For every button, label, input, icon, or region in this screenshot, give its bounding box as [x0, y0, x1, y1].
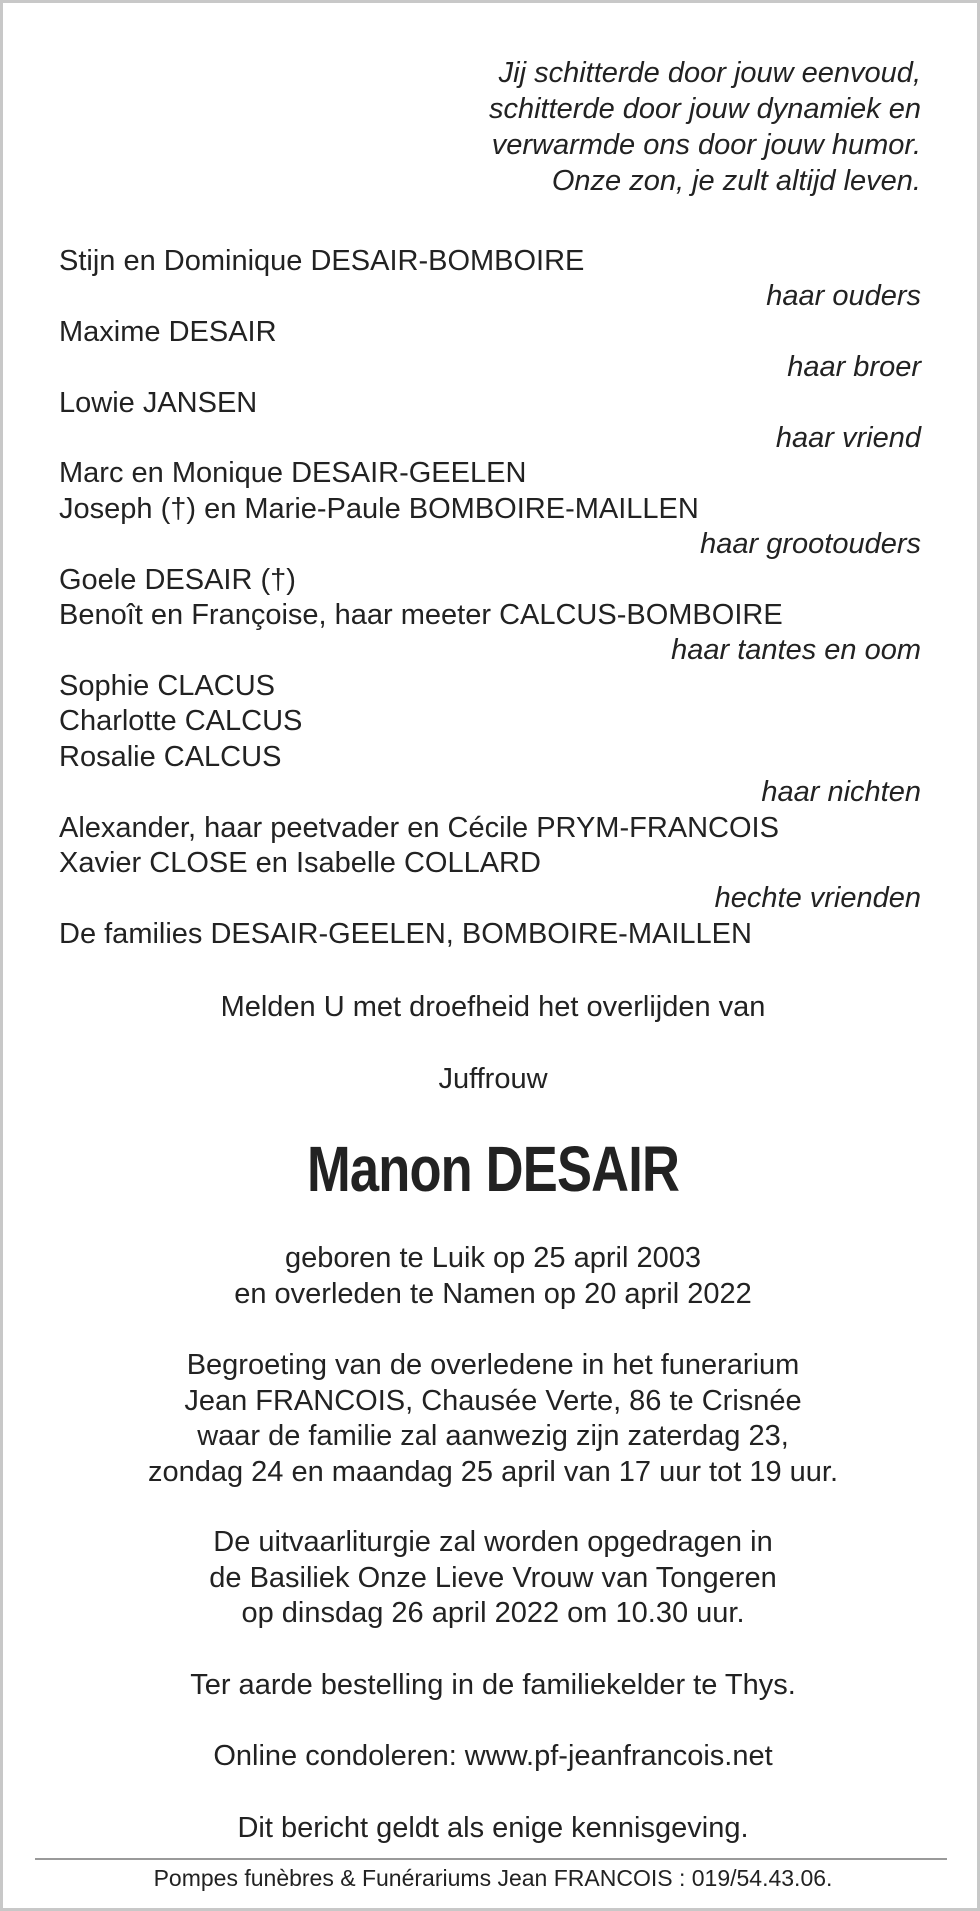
liturgy-line: de Basiliek Onze Lieve Vrouw van Tongeren: [209, 1561, 777, 1594]
footer-divider: [35, 1858, 947, 1860]
family-list: [59, 244, 921, 952]
close-friends-2: Xavier CLOSE en Isabelle COLLARD: [59, 846, 541, 879]
poem-line: schitterde door jouw dynamiek en: [488, 93, 921, 125]
aunts-names-1: Goele DESAIR (†): [59, 563, 296, 596]
aunts-relation: haar tantes en oom: [671, 634, 921, 667]
viewing-line: waar de familie zal aanwezig zijn zaterdag 23,: [197, 1420, 789, 1452]
life-dates: [3, 1241, 980, 1312]
close-friends-relation: hechte vrienden: [714, 882, 921, 915]
online-condolences: Online condoleren: www.pf-jeanfrancois.net: [213, 1740, 773, 1772]
viewing-line: Begroeting van de overledene in het funerarium: [186, 1349, 800, 1381]
parents-relation: haar ouders: [766, 280, 921, 313]
brother-name: Maxime DESAIR: [59, 315, 277, 348]
aunts-names-2: Benoît en Françoise, haar meeter CALCUS-BOMBOIRE: [59, 599, 783, 632]
viewing-info: [3, 1348, 980, 1490]
friend-relation: haar vriend: [775, 422, 921, 455]
announcement: Melden U met droefheid het overlijden van: [220, 991, 766, 1023]
families-line: De families DESAIR-GEELEN, BOMBOIRE-MAILLEN: [59, 917, 752, 950]
death-line: en overleden te Namen op 20 april 2022: [234, 1277, 752, 1310]
brother-relation: haar broer: [787, 351, 921, 384]
liturgy-line: op dinsdag 26 april 2022 om 10.30 uur.: [241, 1597, 745, 1629]
grandparents-relation: haar grootouders: [700, 528, 921, 561]
birth-line: geboren te Luik op 25 april 2003: [285, 1242, 701, 1274]
liturgy-info: [3, 1525, 980, 1632]
liturgy-line: De uitvaarliturgie zal worden opgedragen in: [213, 1526, 773, 1558]
footer-funeral-home: Pompes funèbres & Funérariums Jean FRANCOIS : 019/54.43.06.: [153, 1865, 833, 1891]
poem-line: Jij schitterde door jouw eenvoud,: [498, 57, 921, 89]
cousin-name: Charlotte CALCUS: [59, 705, 303, 738]
honorific-title: Juffrouw: [438, 1063, 548, 1095]
parents-names: Stijn en Dominique DESAIR-BOMBOIRE: [59, 245, 585, 277]
viewing-line: zondag 24 en maandag 25 april van 17 uur tot 19 uur.: [147, 1455, 839, 1488]
poem-line: Onze zon, je zult altijd leven.: [551, 165, 921, 197]
cousin-name: Rosalie CALCUS: [59, 740, 282, 773]
poem: [3, 55, 921, 199]
cousin-name: Sophie CLACUS: [59, 669, 275, 702]
poem-line: verwarmde ons door jouw humor.: [491, 129, 921, 161]
viewing-line: Jean FRANCOIS, Chausée Verte, 86 te Crisnée: [184, 1384, 802, 1417]
close-friends-1: Alexander, haar peetvader en Cécile PRYM-FRANCOIS: [59, 811, 779, 844]
grandparents-names-1: Marc en Monique DESAIR-GEELEN: [59, 457, 527, 490]
grandparents-names-2: Joseph (†) en Marie-Paule BOMBOIRE-MAILLEN: [59, 492, 699, 525]
deceased-name: Manon DESAIR: [306, 1133, 680, 1205]
cousins-relation: haar nichten: [761, 776, 921, 809]
burial-info: Ter aarde bestelling in de familiekelder te Thys.: [190, 1669, 796, 1701]
friend-name: Lowie JANSEN: [59, 386, 258, 419]
notice-text: Dit bericht geldt als enige kennisgeving.: [237, 1812, 749, 1844]
